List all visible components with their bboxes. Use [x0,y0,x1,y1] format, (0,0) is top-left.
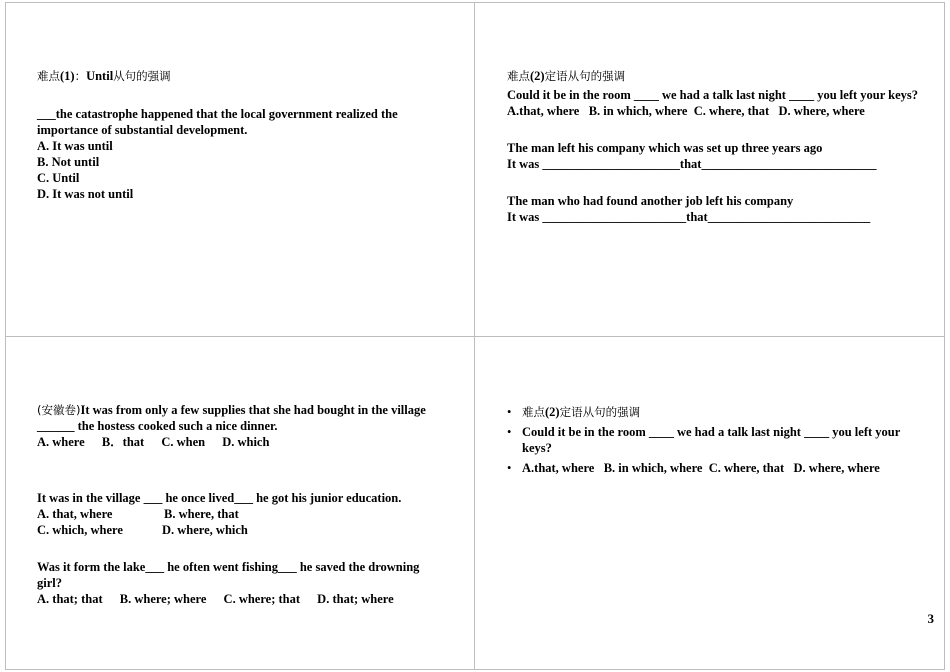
fill-in-blank-2: It was _______________________that__________________________ [507,210,871,224]
question-options: A.that, where B. in which, where C. where, that D. where, where [507,104,865,118]
slide-heading: 难点(2)定语从句的强调 [507,69,626,83]
bullet-list [507,404,917,476]
bullet-heading: • 难点(2)定语从句的强调 [507,404,917,420]
slide-exercises [37,402,442,607]
option-d: D. where, which [162,523,248,537]
question-text: Could it be in the room ____ we had a talk last night ____ you left your keys? [507,88,919,102]
slide-heading: 难点(1)：Until从句的强调 [37,69,171,83]
option-a: A. It was until [37,139,113,153]
option-d: D. which [222,435,270,449]
fill-in-blank-1: It was ______________________that____________________________ [507,157,877,171]
question-3-text: Was it form the lake___ he often went fishing___ he saved the drowning girl? [37,560,420,590]
slide-relative-clause-bullets [507,404,917,480]
option-a: A. that, where [37,507,113,521]
page-number: 3 [927,611,934,626]
option-c: C. which, where [37,523,123,537]
question-1-text: (安徽卷)It was from only a few supplies that she had bought in the village ______ the hostess cooked such a nice dinner. [37,403,426,433]
option-a: A. that; that [37,592,103,606]
bullet-options: • A.that, where B. in which, where C. where, that D. where, where [507,460,917,476]
option-d: D. It was not until [37,187,134,201]
transform-sentence-1: The man left his company which was set up three years ago [507,141,823,155]
transform-sentence-2: The man who had found another job left his company [507,194,794,208]
bullet-question: • Could it be in the room ____ we had a talk last night ____ you left your keys? [507,424,917,456]
option-b: B．that [101,435,145,449]
question-1-options [37,434,442,450]
question-text: ___the catastrophe happened that the local government realized the importance of substantial development. [37,107,398,137]
option-d: D. that; where [317,592,394,606]
option-b: B. where, that [164,507,239,521]
question-2-text: It was in the village ___ he once lived___ he got his junior education. [37,491,402,505]
option-c: C. when [161,435,206,449]
question-2-options-row2 [37,522,442,538]
question-2-options-row1 [37,506,442,522]
slide-relative-clause-emphasis [507,68,922,225]
option-c: C. Until [37,171,80,185]
slide-until-emphasis [37,68,442,202]
question-3-options [37,591,442,607]
option-c: C. where; that [223,592,301,606]
horizontal-divider [5,336,945,337]
option-b: B. where; where [119,592,207,606]
option-a: A. where [37,435,85,449]
option-b: B. Not until [37,155,100,169]
